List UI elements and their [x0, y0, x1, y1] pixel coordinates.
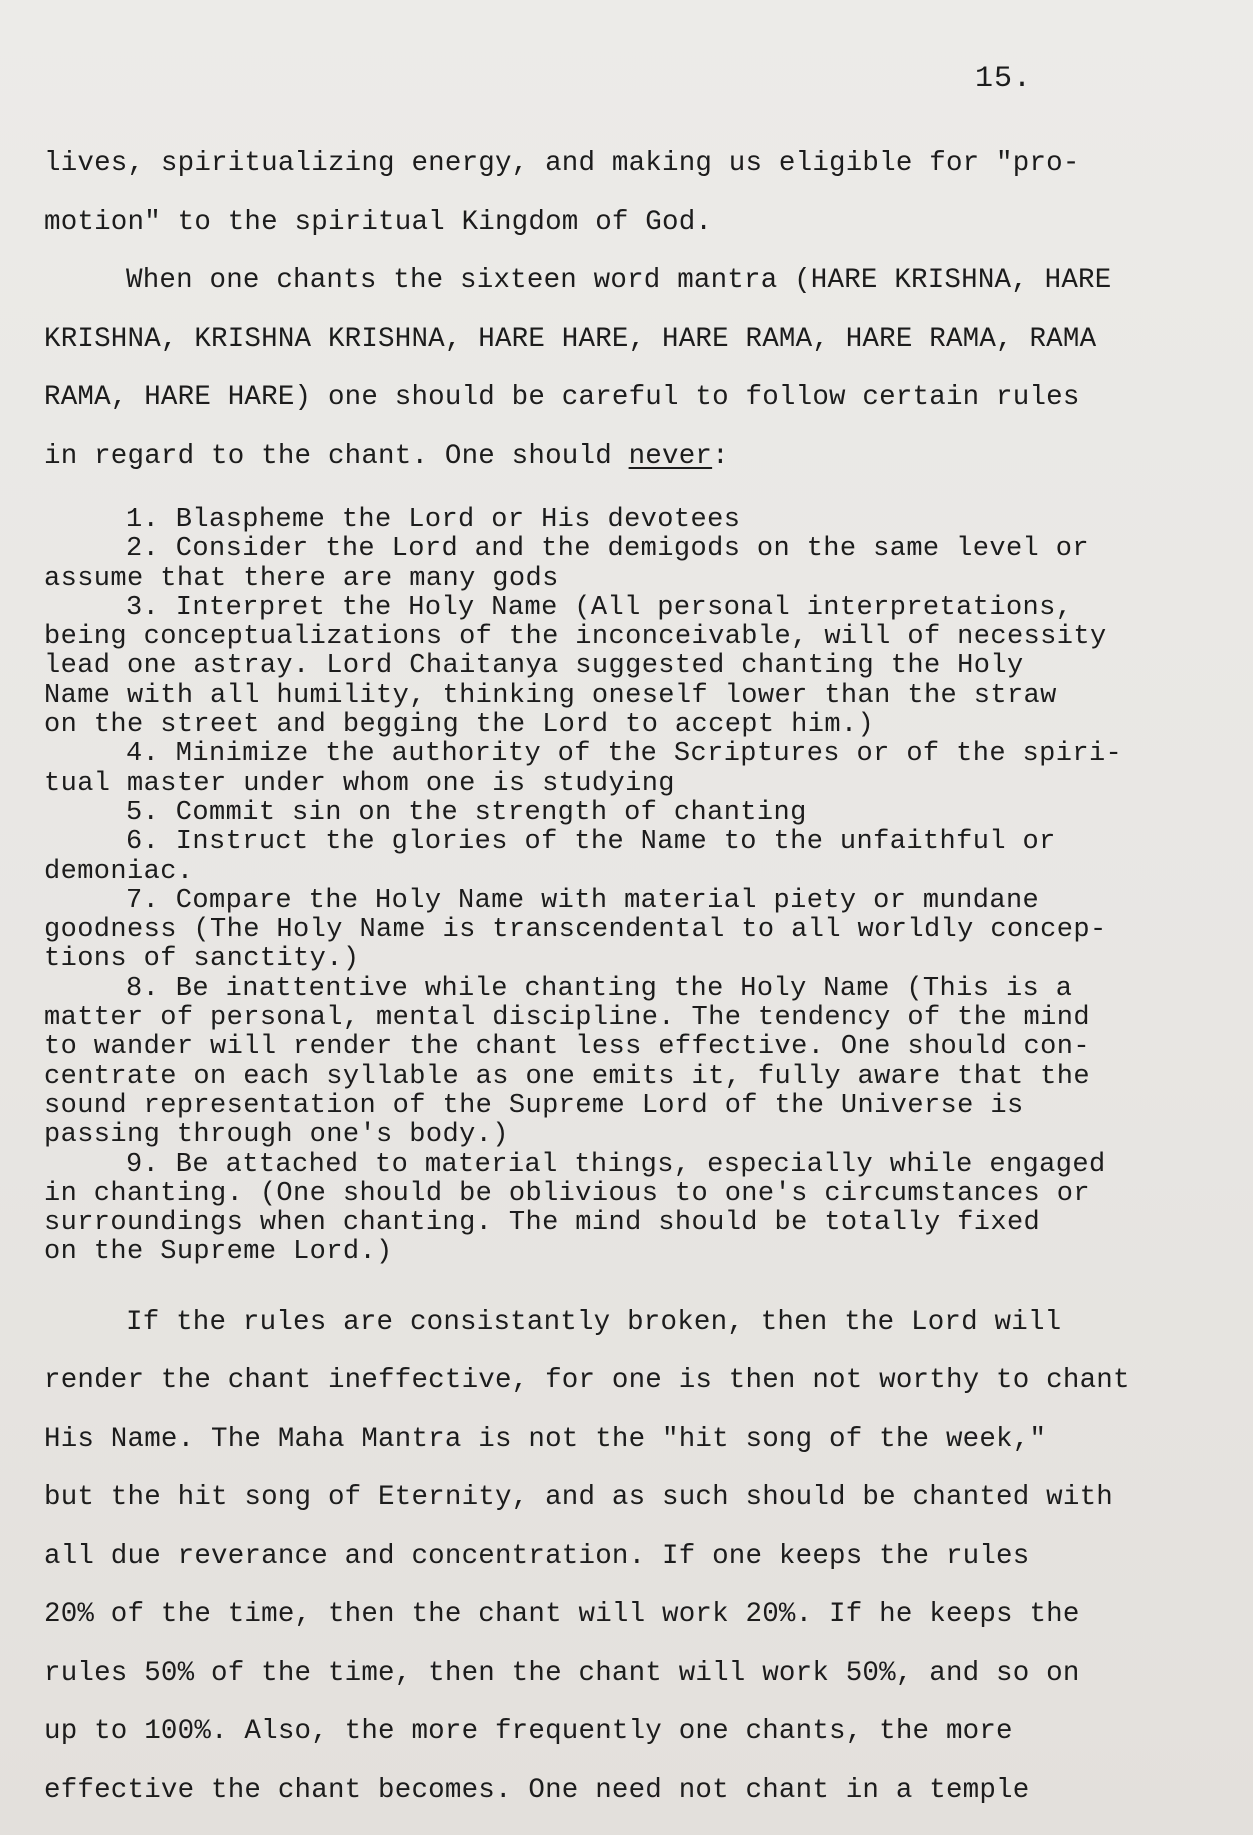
rule-item: 2. Consider the Lord and the demigods on the same level or assume that there are many gods [44, 534, 1089, 594]
rule-item: 6. Instruct the glories of the Name to the unfaithful or demoniac. [44, 827, 1056, 887]
rules-list [44, 506, 1204, 1268]
body-text [44, 135, 1204, 1820]
rule-item: 7. Compare the Holy Name with material piety or mundane goodness (The Holy Name is transcendental to all worldly concep- tions of sanctity.) [44, 885, 1107, 975]
page-number: 15. [975, 62, 1033, 96]
rule-item: 9. Be attached to material things, especially while engaged in chanting. (One should be oblivious to one's circumstances or surroundings when chanting. The mind should be totally fixed on the Supreme Lord.) [44, 1149, 1106, 1268]
rule-item: 3. Interpret the Holy Name (All personal interpretations, being conceptualizations of the inconceivable, will of necessity lead one astray. Lord Chaitanya suggested chanting the Holy Name with all humility, thinking oneself lower than the straw on the street and begging the Lord to accept him.) [44, 592, 1107, 741]
rule-item: 4. Minimize the authority of the Scriptures or of the spiri- tual master under whom one is studying [44, 739, 1123, 799]
rule-item: 5. Commit sin on the strength of chanting [126, 797, 807, 828]
paragraph-continuation: lives, spiritualizing energy, and making us eligible for "pro- motion" to the spiritual Kingdom of God. [44, 148, 1080, 238]
never-emphasis: never [628, 440, 713, 472]
paragraph-closing: If the rules are consistantly broken, then the Lord will render the chant ineffective, for one is then not worthy to chant His Name. The Maha Mantra is not the "hit song of the week," but the hit song of Eternity, and as such should be chanted with all due reverance and concentration. If one keeps the rules 20% of the time, then the chant will work 20%. If he keeps the rules 50% of the time, then the chant will work 50%, and so on up to 100%. Also, the more frequently one chants, the more effective the chant becomes. One need not chant in a temple [44, 1306, 1130, 1806]
colon: : [712, 440, 729, 472]
paragraph-mantra-rules-intro [44, 252, 1204, 486]
rule-item: 1. Blaspheme the Lord or His devotees [126, 505, 741, 535]
mantra-intro-text: When one chants the sixteen word mantra (HARE KRISHNA, HARE KRISHNA, KRISHNA KRISHNA, HARE HARE, HARE RAMA, HARE RAMA, RAMA RAMA, HARE HARE) one should be careful to follow certain rules in regard to the chant. One should [44, 265, 1112, 472]
rule-item: 8. Be inattentive while chanting the Holy Name (This is a matter of personal, mental discipline. The tendency of the mind to wander will render the chant less effective. One should con- centrate on each syllable as one emits it, fully aware that the sound representation of the Supreme Lord of the Universe is passing through one's body.) [44, 973, 1090, 1151]
